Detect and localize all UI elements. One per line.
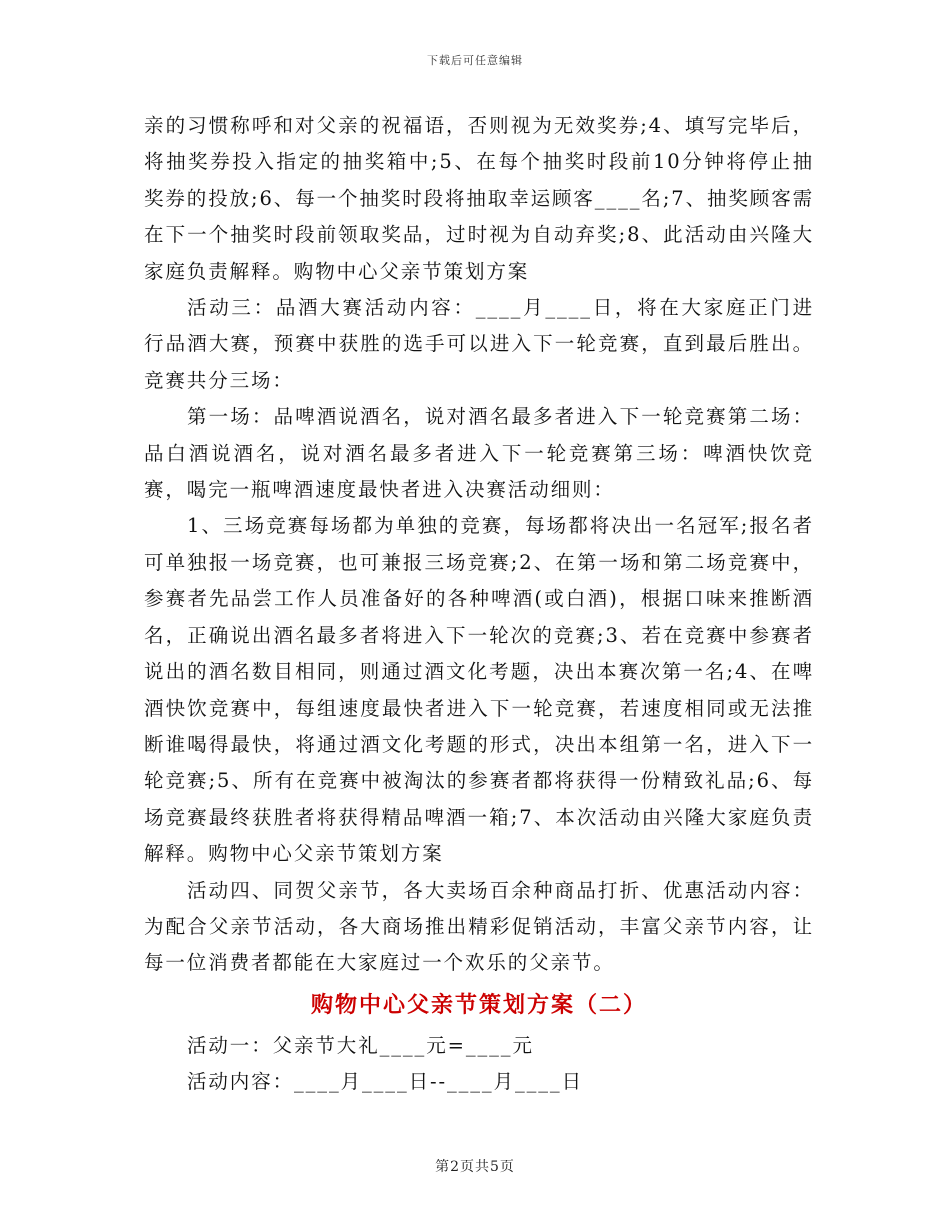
document-body <box>144 108 814 1101</box>
page-footer: 第2页共5页 <box>435 1159 515 1175</box>
paragraph-competition-rules: 1、三场竞赛每场都为单独的竞赛，每场都将决出一名冠军;报名者可单独报一场竞赛，也可兼报三场竞赛;2、在第一场和第二场竞赛中，参赛者先品尝工作人员准备好的各种啤酒(或白酒)，根据口味来推断酒名，正确说出酒名最多者将进入下一轮次的竞赛;3、若在竞赛中参赛者说出的酒名数目相同，则通过酒文化考题，决出本赛次第一名;4、在啤酒快饮竞赛中，每组速度最快者进入下一轮竞赛，若速度相同或无法推断谁喝得最快，将通过酒文化考题的形式，决出本组第一名，进入下一轮竞赛;5、所有在竞赛中被淘汰的参赛者都将获得一份精致礼品;6、每场竞赛最终获胜者将获得精品啤酒一箱;7、本次活动由兴隆大家庭负责解释。购物中心父亲节策划方案 <box>144 514 814 866</box>
paragraph-activity-dates: 活动内容：____月____日--____月____日 <box>187 1070 583 1094</box>
paragraph-competition-rounds: 第一场：品啤酒说酒名，说对酒名最多者进入下一轮竞赛第二场：品白酒说酒名，说对酒名最多者进入下一轮竞赛第三场：啤酒快饮竞赛，喝完一瓶啤酒速度最快者进入决赛活动细则： <box>144 405 814 502</box>
paragraph-activity-one: 活动一：父亲节大礼____元=____元 <box>187 1033 534 1057</box>
paragraph-lottery-rules: 亲的习惯称呼和对父亲的祝福语，否则视为无效奖券;4、填写完毕后，将抽奖券投入指定的抽奖箱中;5、在每个抽奖时段前10分钟将停止抽奖券的投放;6、每一个抽奖时段将抽取幸运顾客____名;7、抽奖顾客需在下一个抽奖时段前领取奖品，过时视为自动弃奖;8、此活动由兴隆大家庭负责解释。购物中心父亲节策划方案 <box>144 114 814 283</box>
paragraph-activity-four: 活动四、同贺父亲节，各大卖场百余种商品打折、优惠活动内容：为配合父亲节活动，各大商场推出精彩促销活动，丰富父亲节内容，让每一位消费者都能在大家庭过一个欢乐的父亲节。 <box>144 878 814 975</box>
page-header: 下载后可任意编辑 <box>427 54 523 67</box>
paragraph-activity-three: 活动三：品酒大赛活动内容：____月____日，将在大家庭正门进行品酒大赛，预赛中获胜的选手可以进入下一轮竞赛，直到最后胜出。竞赛共分三场： <box>144 296 814 392</box>
section-title: 购物中心父亲节策划方案（二） <box>310 992 647 1018</box>
